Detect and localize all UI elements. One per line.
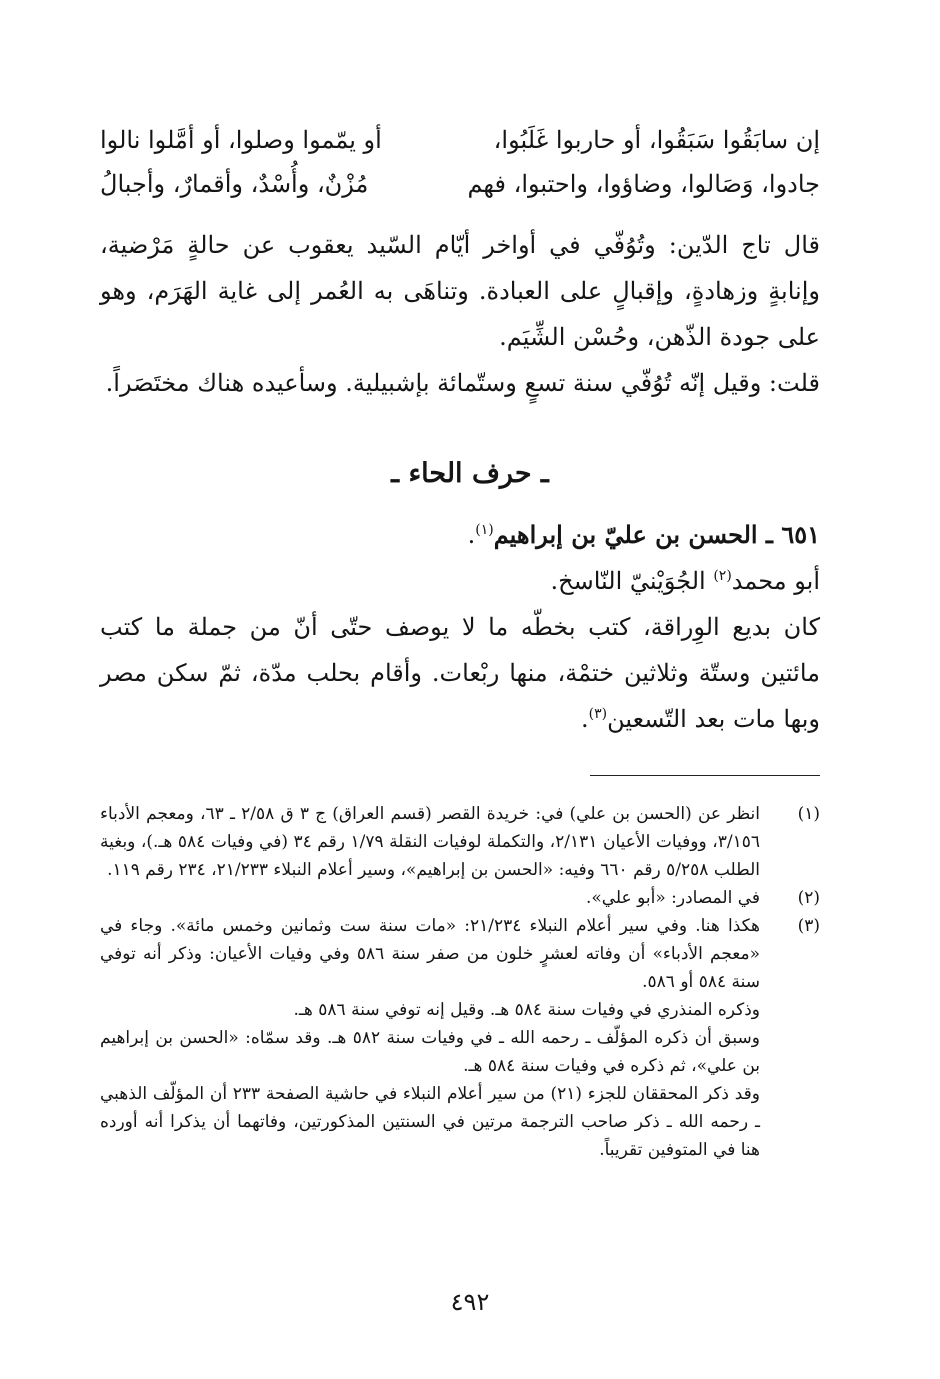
footnote-paragraph: وقد ذكر المحققان للجزء (٢١) من سير أعلام النبلاء في حاشية الصفحة ٢٣٣ أن المؤلّف الذهبي ـ رحمه الله ـ ذكر صاحب الترجمة مرتين في السنتين المذكورتين، وفاتهما أن يذكرا أنه أورده هنا في المتوفين تقريباً. xyxy=(100,1084,760,1160)
footnotes xyxy=(100,800,820,1164)
footnote-2 xyxy=(100,884,820,912)
entry-title-line xyxy=(100,512,820,558)
entry-kunya-line xyxy=(100,558,820,604)
poem-verse-1-first-hemistich: إن سابَقُوا سَبَقُوا، أو حاربوا غَلَبُوا، xyxy=(493,126,820,154)
footnote-ref-2: (٢) xyxy=(713,568,732,584)
entry-kunya-end: الجُوَيْنيّ النّاسخ. xyxy=(550,567,714,595)
footnote-ref-1: (١) xyxy=(475,522,494,538)
footnote-1 xyxy=(100,800,820,884)
entry-body-text: كان بديع الوِراقة، كتب بخطّه ما لا يوصف حتّى أنّ من جملة ما كتب مائتين وستّة وثلاثين ختمْة، منها ربْعات. وأقام بحلب مدّة، ثمّ سكن مصر وبها مات بعد التّسعين xyxy=(100,613,820,733)
footnote-number: (١) xyxy=(797,804,820,824)
paragraph-taj-al-din: قال تاج الدّين: وتُوُفّي في أواخر أيّام السّيد يعقوب عن حالةٍ مَرْضية، وإنابةٍ وزهادةٍ، وإقبالٍ على العبادة. وتناهَى به العُمر إلى غاية الهَرَم، وهو على جودة الذّهن، وحُسْن الشِّيَم. xyxy=(100,231,820,351)
entry-title-end: . xyxy=(467,521,476,549)
poem-verse-1-second-hemistich: أو يمّموا وصلوا، أو أمَّلوا نالوا xyxy=(100,126,382,154)
footnote-text: في المصادر: «أبو علي». xyxy=(585,888,760,908)
poem-verse-2-second-hemistich: مُزْنٌ، وأُسْدٌ، وأقمارٌ، وأجبالُ xyxy=(100,170,369,198)
footnote-paragraph: هكذا هنا. وفي سير أعلام النبلاء ٢١/٢٣٤: «مات سنة ست وثمانين وخمس مائة». وجاء في «معجم الأدباء» أن وفاته لعشرٍ خلون من صفر سنة ٥٨٦ وفي وفيات الأعيان: وذكر أنه توفي سنة ٥٨٤ أو ٥٨٦. xyxy=(100,916,761,992)
entry-body xyxy=(100,604,820,742)
footnote-3 xyxy=(100,912,820,1164)
footnote-number: (٣) xyxy=(797,916,820,936)
footnote-paragraph: وذكره المنذري في وفيات سنة ٥٨٤ هـ. وقيل إنه توفي سنة ٥٨٦ هـ. xyxy=(293,1000,760,1020)
entry-body-end: . xyxy=(581,705,589,733)
poem-verse-2 xyxy=(100,170,820,208)
section-heading: ـ حرف الحاء ـ xyxy=(391,458,549,489)
footnote-separator xyxy=(590,775,820,776)
poem-verse-1 xyxy=(100,126,820,164)
poem-verse-2-first-hemistich: جادوا، وَصَالوا، وضاؤوا، واحتبوا، فهم xyxy=(467,170,820,198)
footnote-paragraph: وسبق أن ذكره المؤلّف ـ رحمه الله ـ في وفيات سنة ٥٨٢ هـ. وقد سمّاه: «الحسن بن إبراهيم بن علي»، ثم ذكره في وفيات سنة ٥٨٤ هـ. xyxy=(100,1028,760,1076)
entry-title: ٦٥١ ـ الحسن بن عليّ بن إبراهيم xyxy=(493,520,820,549)
biography-entry xyxy=(100,512,820,742)
footnote-number: (٢) xyxy=(797,888,820,908)
page-number: ٤٩٢ xyxy=(450,1288,490,1316)
footnote-ref-3: (٣) xyxy=(588,706,608,722)
entry-kunya-start: أبو محمد xyxy=(731,567,820,595)
paragraph-author-note: قلت: وقيل إنّه تُوُفّي سنة تسعٍ وستّمائة بإشبيلية. وسأعيده هناك مختَصَراً. xyxy=(105,369,820,397)
footnote-text: انظر عن (الحسن بن علي) في: خريدة القصر (قسم العراق) ج ٣ ق ٢/٥٨ ـ ٦٣، ومعجم الأدباء ٣/١٥٦، ووفيات الأعيان ٢/١٣١، والتكملة لوفيات النقلة ١/٧٩ رقم ٣٤ (في وفيات ٥٨٤ هـ.)، وبغية الطلب ٥/٢٥٨ رقم ٦٦٠ وفيه: «الحسن بن إبراهيم»، وسير أعلام النبلاء ٢١/٢٣٣، ٢٣٤ رقم ١١٩. xyxy=(100,804,760,880)
